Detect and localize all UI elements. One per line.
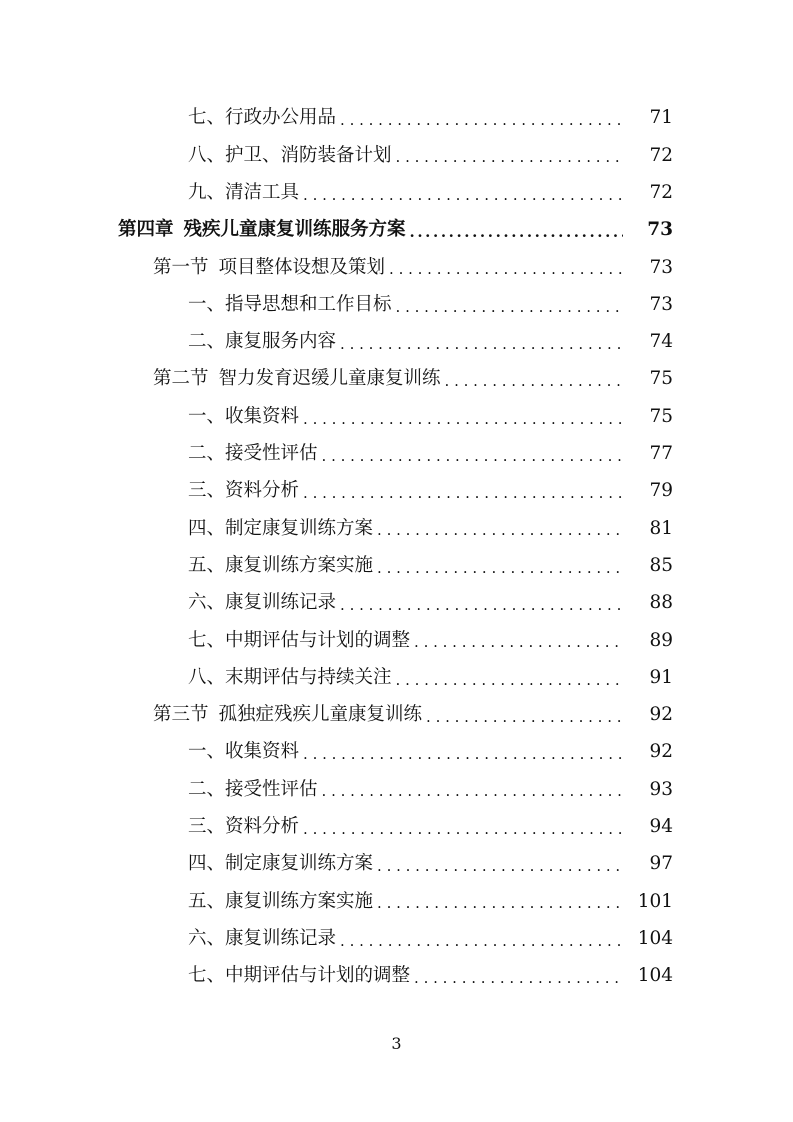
toc-entry-page: 91 <box>649 666 673 688</box>
toc-entry-page: 71 <box>649 107 673 129</box>
dot-leader <box>410 225 623 240</box>
toc-entry[interactable] <box>0 846 793 883</box>
toc-entry-title: 孤独症残疾儿童康复训练 <box>218 704 423 726</box>
toc-entry-page: 94 <box>649 816 673 838</box>
toc-entry[interactable] <box>0 137 793 174</box>
toc-entry-title: 末期评估与持续关注 <box>225 666 392 688</box>
toc-entry-number: 三、 <box>188 816 226 838</box>
toc-entry-title: 项目整体设想及策划 <box>218 256 386 278</box>
toc-entry-page: 97 <box>649 853 673 875</box>
dot-leader <box>340 598 623 613</box>
toc-entry-title: 接受性评估 <box>225 443 318 465</box>
toc-entry[interactable] <box>0 921 793 958</box>
toc-entry-number: 四、 <box>188 853 226 875</box>
toc-entry[interactable] <box>0 548 793 585</box>
toc-entry[interactable] <box>0 585 793 622</box>
toc-entry-number: 一、 <box>188 293 226 315</box>
toc-entry-number: 第四章 <box>118 219 174 241</box>
toc-entry-title: 清洁工具 <box>225 181 300 203</box>
toc-entry-page: 72 <box>649 144 673 166</box>
dot-leader <box>396 673 623 688</box>
dot-leader <box>377 561 623 576</box>
toc-entry-number: 七、 <box>188 629 226 651</box>
toc-entry[interactable] <box>0 659 793 696</box>
toc-entry[interactable] <box>0 286 793 323</box>
toc-entry-page: 101 <box>637 890 673 912</box>
toc-entry-number: 三、 <box>188 480 226 502</box>
toc-entry-number: 二、 <box>188 443 226 465</box>
toc-entry[interactable] <box>0 958 793 995</box>
toc-entry-number: 九、 <box>188 181 226 203</box>
toc-entry-title: 康复训练记录 <box>225 927 337 949</box>
toc-entry[interactable] <box>0 175 793 212</box>
toc-entry-page: 77 <box>649 443 673 465</box>
toc-entry-number: 八、 <box>188 666 226 688</box>
toc-entry[interactable] <box>0 398 793 435</box>
dot-leader <box>303 822 623 837</box>
toc-entry-number: 第一节 <box>153 256 209 278</box>
toc-entry-page: 73 <box>649 256 673 278</box>
toc-entry-title: 资料分析 <box>225 480 300 502</box>
toc-entry-number: 第二节 <box>153 368 209 390</box>
toc-entry-page: 73 <box>647 219 673 241</box>
toc-entry-page: 75 <box>649 405 673 427</box>
toc-entry-page: 88 <box>649 592 673 614</box>
toc-entry-title: 康复训练方案实施 <box>225 890 374 912</box>
dot-leader <box>340 934 623 949</box>
toc-entry-title: 收集资料 <box>225 741 300 763</box>
dot-leader <box>396 300 623 315</box>
toc-entry-title: 康复服务内容 <box>225 331 337 353</box>
dot-leader <box>303 486 623 501</box>
toc-entry-number: 一、 <box>188 405 226 427</box>
page-number: 3 <box>391 1034 402 1053</box>
toc-entry[interactable] <box>0 771 793 808</box>
toc-entry[interactable] <box>0 622 793 659</box>
toc-entry[interactable] <box>0 473 793 510</box>
toc-entry[interactable] <box>0 734 793 771</box>
toc-entry-title: 中期评估与计划的调整 <box>225 629 411 651</box>
toc-entry-title: 行政办公用品 <box>225 107 337 129</box>
dot-leader <box>322 449 623 464</box>
dot-leader <box>377 859 623 874</box>
toc-entry-page: 92 <box>649 704 673 726</box>
toc-entry-title: 智力发育迟缓儿童康复训练 <box>218 368 441 390</box>
toc-entry-page: 73 <box>649 293 673 315</box>
toc-entry-number: 二、 <box>188 331 226 353</box>
dot-leader <box>445 374 623 389</box>
toc-entry-title: 护卫、消防装备计划 <box>225 144 392 166</box>
toc-entry-title: 制定康复训练方案 <box>225 853 374 875</box>
toc-entry-number: 七、 <box>188 965 226 987</box>
toc-section-entry[interactable] <box>0 361 793 398</box>
dot-leader <box>414 971 623 986</box>
toc-entry-number: 六、 <box>188 927 226 949</box>
toc-entry-title: 指导思想和工作目标 <box>225 293 392 315</box>
toc-entry-title: 中期评估与计划的调整 <box>225 965 411 987</box>
toc-entry[interactable] <box>0 324 793 361</box>
table-of-contents <box>0 100 793 995</box>
toc-entry-number: 五、 <box>188 890 226 912</box>
toc-entry-page: 72 <box>649 181 673 203</box>
toc-entry-page: 79 <box>649 480 673 502</box>
toc-entry-title: 康复训练方案实施 <box>225 554 374 576</box>
toc-entry-number: 五、 <box>188 554 226 576</box>
toc-entry-title: 收集资料 <box>225 405 300 427</box>
dot-leader <box>340 337 623 352</box>
toc-entry-number: 一、 <box>188 741 226 763</box>
toc-entry-number: 四、 <box>188 517 226 539</box>
toc-entry-page: 75 <box>649 368 673 390</box>
toc-entry-title: 资料分析 <box>225 816 300 838</box>
toc-entry[interactable] <box>0 436 793 473</box>
toc-entry[interactable] <box>0 809 793 846</box>
dot-leader <box>414 635 623 650</box>
dot-leader <box>303 188 623 203</box>
toc-entry-number: 八、 <box>188 144 226 166</box>
toc-entry-number: 六、 <box>188 592 226 614</box>
toc-entry-page: 104 <box>637 965 673 987</box>
toc-entry-page: 85 <box>649 554 673 576</box>
toc-entry-page: 92 <box>649 741 673 763</box>
toc-chapter-entry[interactable] <box>0 212 793 249</box>
toc-entry-page: 93 <box>649 778 673 800</box>
toc-entry-number: 七、 <box>188 107 226 129</box>
toc-entry-number: 第三节 <box>153 704 209 726</box>
toc-entry[interactable] <box>0 100 793 137</box>
toc-entry-number: 二、 <box>188 778 226 800</box>
toc-entry[interactable] <box>0 510 793 547</box>
toc-entry-title: 残疾儿童康复训练服务方案 <box>183 219 406 241</box>
toc-section-entry[interactable] <box>0 697 793 734</box>
dot-leader <box>303 412 623 427</box>
dot-leader <box>322 784 623 799</box>
toc-entry-title: 康复训练记录 <box>225 592 337 614</box>
toc-entry-page: 104 <box>637 927 673 949</box>
toc-entry-page: 89 <box>649 629 673 651</box>
dot-leader <box>389 262 623 277</box>
toc-entry-page: 74 <box>649 331 673 353</box>
toc-section-entry[interactable] <box>0 249 793 286</box>
dot-leader <box>303 747 623 762</box>
toc-entry-title: 接受性评估 <box>225 778 318 800</box>
dot-leader <box>396 150 623 165</box>
dot-leader <box>377 523 623 538</box>
toc-entry[interactable] <box>0 883 793 920</box>
toc-entry-page: 81 <box>649 517 673 539</box>
dot-leader <box>377 896 623 911</box>
toc-entry-title: 制定康复训练方案 <box>225 517 374 539</box>
dot-leader <box>340 113 623 128</box>
dot-leader <box>426 710 623 725</box>
